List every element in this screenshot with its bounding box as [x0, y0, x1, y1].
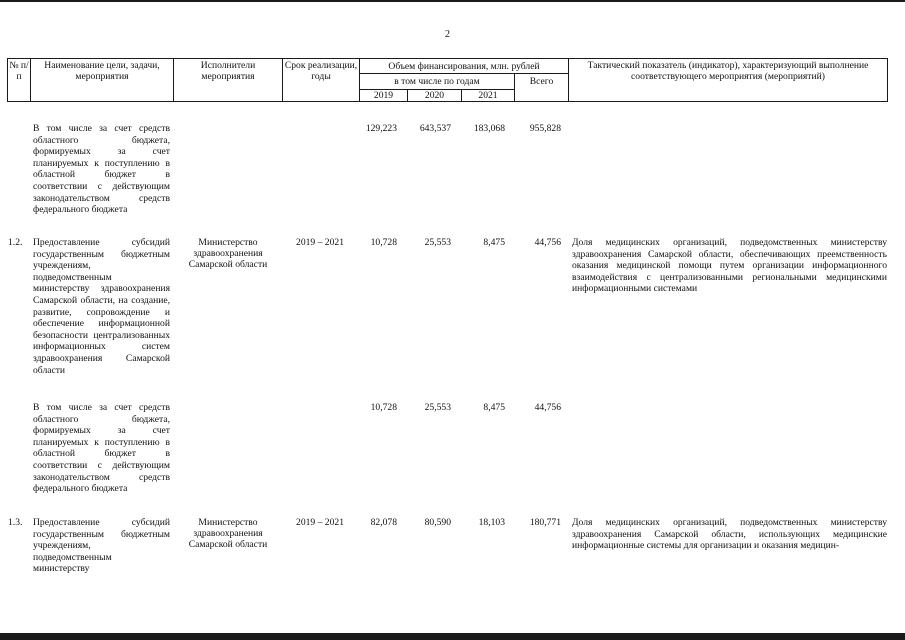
row-number: 1.3.	[8, 517, 23, 528]
value-2020: 25,553	[424, 402, 451, 413]
row-executor: Министерство здравоохранения Самарской области	[188, 237, 268, 270]
value-total: 955,828	[529, 123, 561, 134]
header-by-years: в том числе по годам	[394, 76, 480, 87]
row-name: Предоставление субсидий государственным бюджетным учреждениям, подведомственным министерству здравоохранения Самарской области, на создание, развитие, сопровождение и обеспечение информационной безопасности централизованных информационных систем здравоохранения Самарской области	[33, 237, 170, 376]
value-total: 180,771	[529, 517, 561, 528]
value-2021: 183,068	[473, 123, 505, 134]
header-financing: Объем финансирования, млн. рублей	[388, 61, 540, 72]
bottom-rule	[0, 633, 905, 640]
value-2020: 643,537	[419, 123, 451, 134]
row-indicator: Доля медицинских организаций, подведомственных министерству здравоохранения Самарской области, использующих медицинские информационные системы для организации и оказания медицин-	[572, 517, 887, 552]
header-indicator: Тактический показатель (индикатор), характеризующий выполнение соответствующего мероприятия (мероприятий)	[587, 60, 869, 82]
header-year: 2019	[373, 90, 394, 101]
value-2020: 25,553	[424, 237, 451, 248]
row-name: В том числе за счет средств областного бюджета, формируемых за счет планируемых к поступлению в областной бюджет в соответствии с действующим законодательством средств федерального бюджета	[33, 123, 170, 216]
page-number: 2	[445, 29, 450, 40]
header-total: Всего	[529, 76, 554, 87]
value-total: 44,756	[534, 237, 561, 248]
header-executor: Исполнители мероприятия	[200, 60, 256, 82]
header-year: 2020	[424, 90, 445, 101]
row-indicator: Доля медицинских организаций, подведомственных министерству здравоохранения Самарской области, обеспечивающих преемственность оказания медицинской помощи путем организации информационного взаимодействия с централизованными региональными медицинскими информационными системами	[572, 237, 887, 295]
value-2021: 8,475	[483, 237, 505, 248]
header-num: № п/п	[9, 60, 29, 82]
value-2019: 10,728	[370, 237, 397, 248]
value-2019: 129,223	[365, 123, 397, 134]
row-term: 2019 – 2021	[296, 237, 344, 248]
value-2019: 82,078	[370, 517, 397, 528]
row-executor: Министерство здравоохранения Самарской области	[188, 517, 268, 550]
row-name: В том числе за счет средств областного бюджета, формируемых за счет планируемых к поступлению в областной бюджет в соответствии с действующим законодательством средств федерального бюджета	[33, 402, 170, 495]
row-name: Предоставление субсидий государственным бюджетным учреждениям, подведомственным министерству	[33, 517, 170, 575]
value-2021: 8,475	[483, 402, 505, 413]
row-number: 1.2.	[8, 237, 23, 248]
header-name: Наименование цели, задачи, мероприятия	[44, 60, 160, 82]
value-total: 44,756	[534, 402, 561, 413]
value-2019: 10,728	[370, 402, 397, 413]
value-2021: 18,103	[478, 517, 505, 528]
header-year: 2021	[478, 90, 498, 101]
value-2020: 80,590	[424, 517, 451, 528]
header-term: Срок реализации, годы	[284, 60, 358, 82]
row-term: 2019 – 2021	[296, 517, 344, 528]
top-rule	[0, 0, 905, 2]
